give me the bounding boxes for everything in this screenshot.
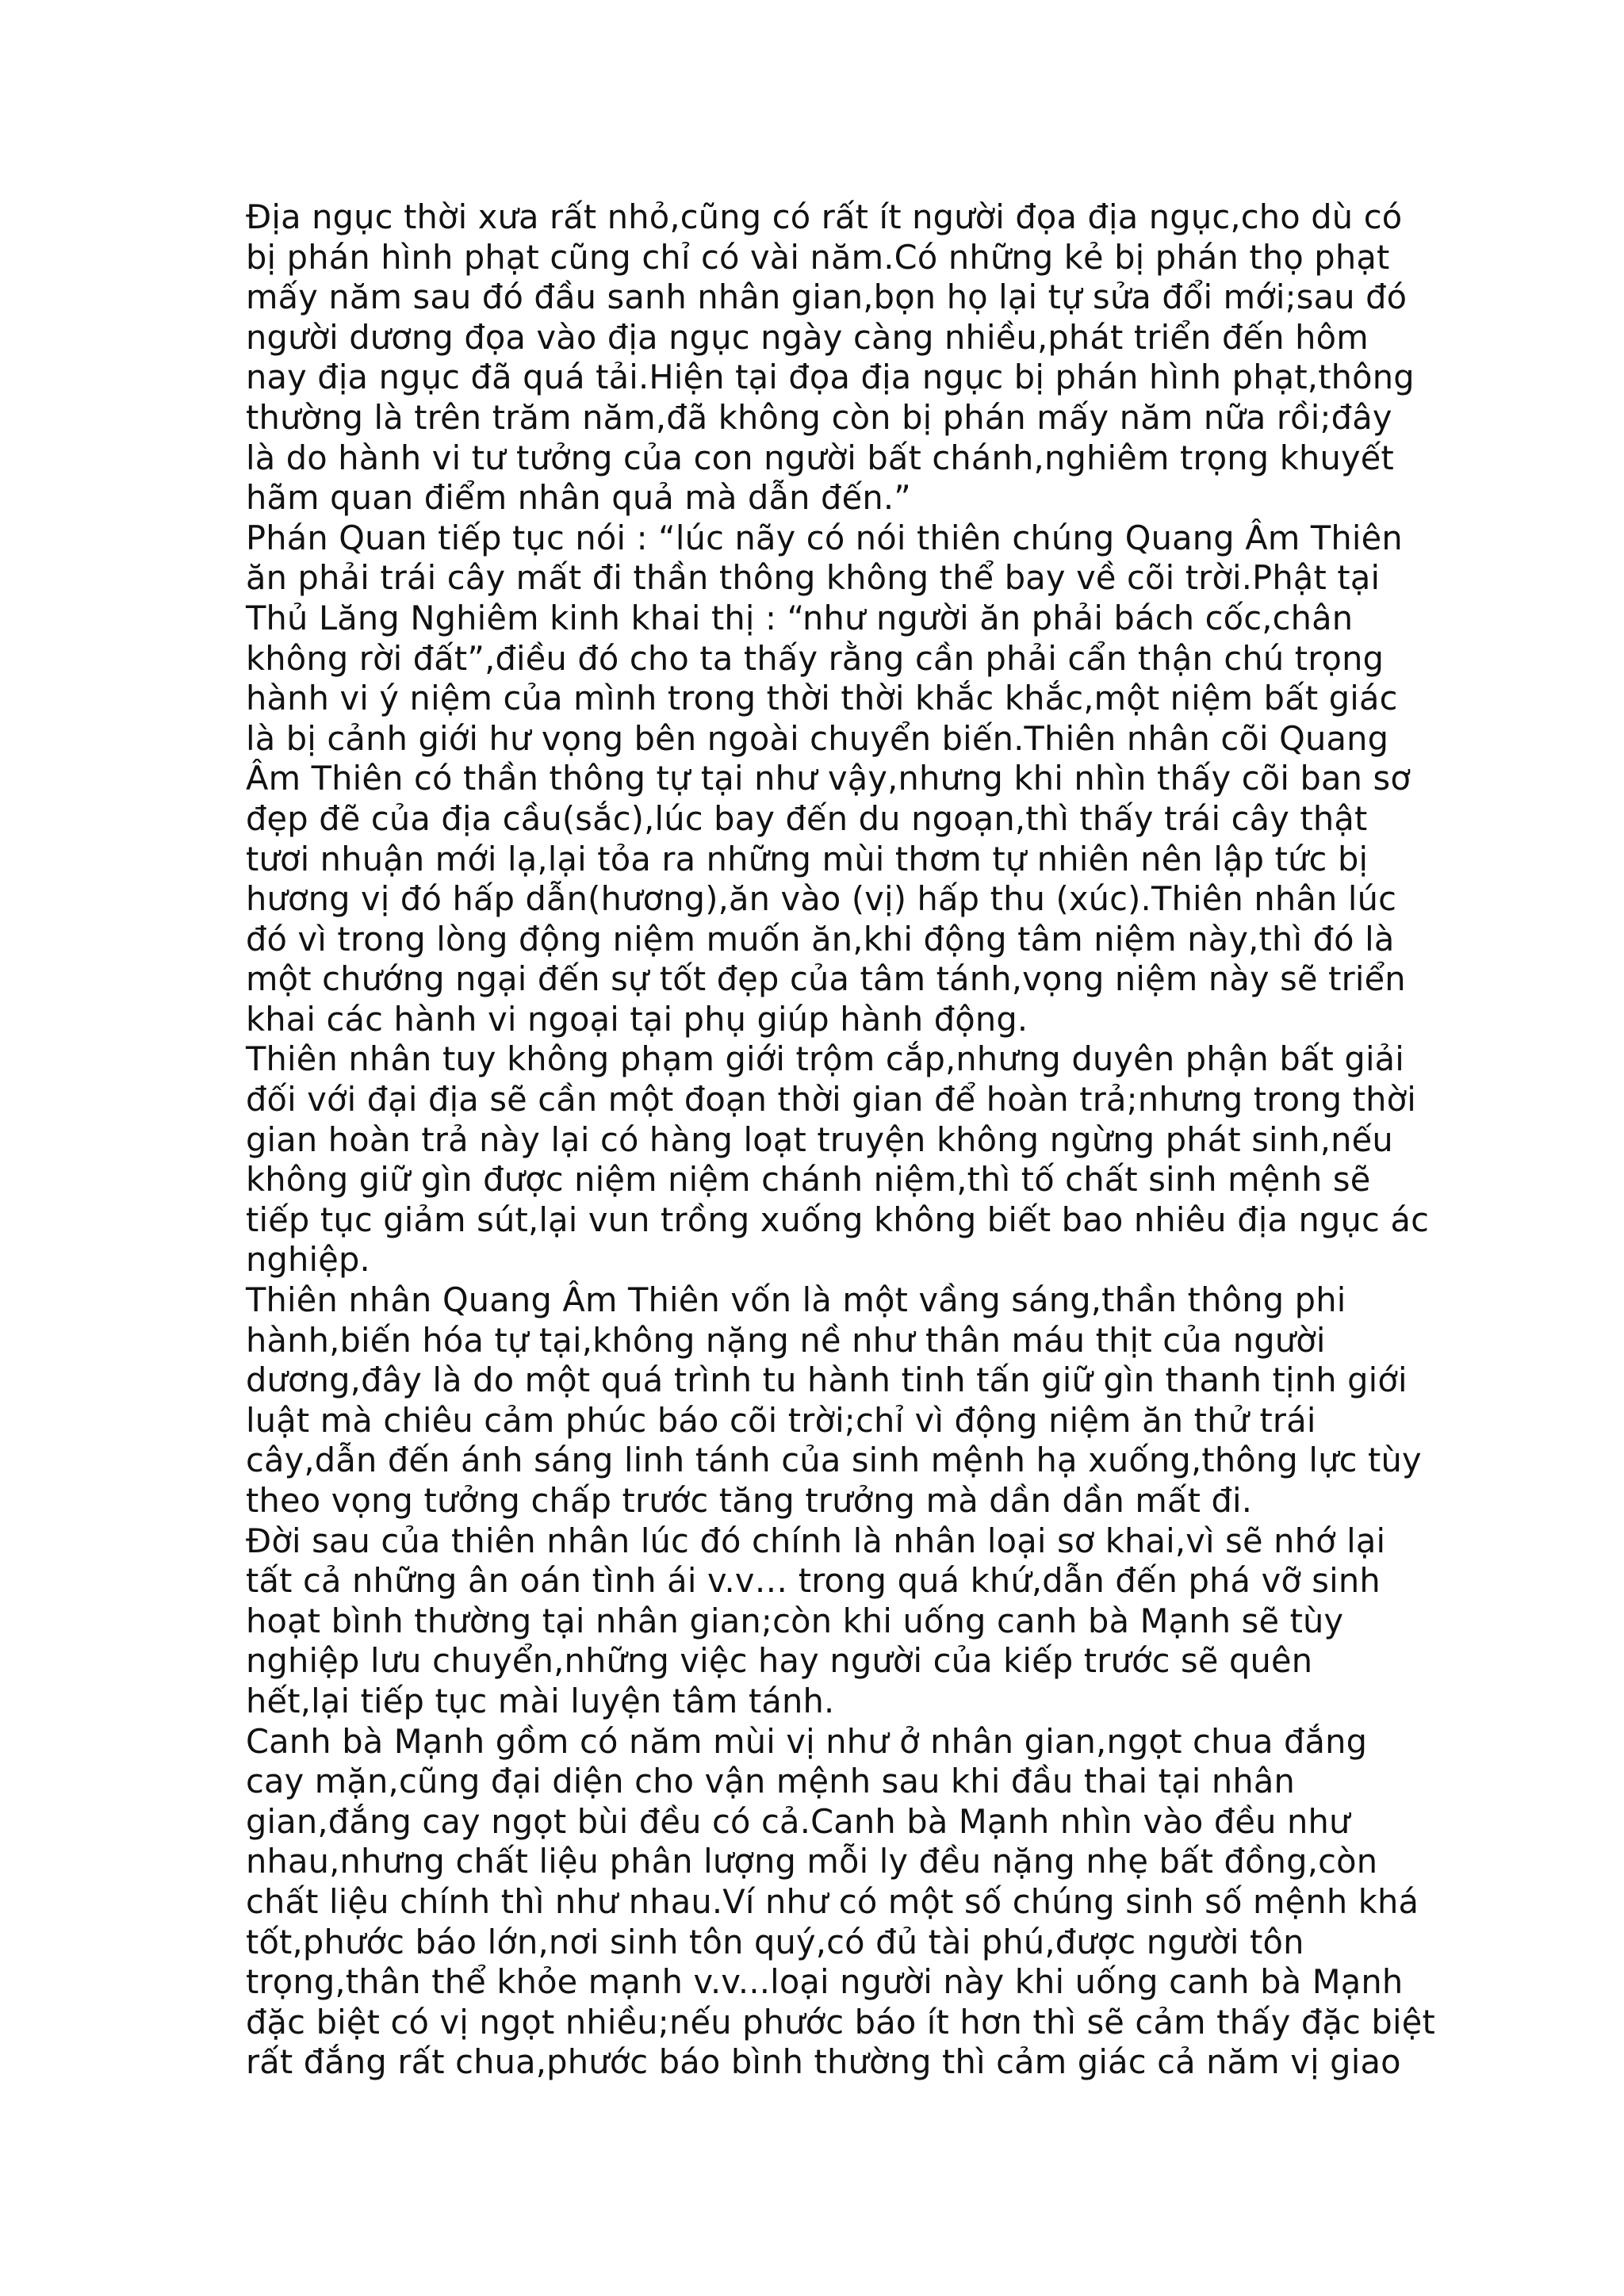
body-text: [246, 197, 1435, 2083]
text-line: Canh bà Mạnh gồm có năm mùi vị như ở nhân gian,ngọt chua đắng: [246, 1721, 1368, 1761]
text-line: gian hoàn trả này lại có hàng loạt truyện không ngừng phát sinh,nếu: [246, 1119, 1393, 1159]
text-line: không giữ gìn được niệm niệm chánh niệm,thì tố chất sinh mệnh sẽ: [246, 1160, 1371, 1200]
text-line: hương vị đó hấp dẫn(hương),ăn vào (vị) hấp thu (xúc).Thiên nhân lúc: [246, 879, 1397, 919]
text-line: nhau,nhưng chất liệu phân lượng mỗi ly đều nặng nhẹ bất đồng,còn: [246, 1842, 1378, 1881]
text-line: hãm quan điểm nhân quả mà dẫn đến.”: [246, 478, 911, 518]
text-line: mấy năm sau đó đầu sanh nhân gian,bọn họ lại tự sửa đổi mới;sau đó: [246, 277, 1408, 317]
text-line: khai các hành vi ngoại tại phụ giúp hành động.: [246, 999, 1028, 1039]
text-line: đó vì trong lòng động niệm muốn ăn,khi động tâm niệm này,thì đó là: [246, 919, 1395, 959]
text-line: là bị cảnh giới hư vọng bên ngoài chuyển biến.Thiên nhân cõi Quang: [246, 718, 1389, 758]
text-line: bị phán hình phạt cũng chỉ có vài năm.Có những kẻ bị phán thọ phạt: [246, 237, 1390, 277]
text-line: nay địa ngục đã quá tải.Hiện tại đọa địa ngục bị phán hình phạt,thông: [246, 358, 1415, 397]
text-line: người dương đọa vào địa ngục ngày càng nhiều,phát triển đến hôm: [246, 317, 1369, 357]
text-line: là do hành vi tư tưởng của con người bất chánh,nghiêm trọng khuyết: [246, 438, 1394, 477]
text-line: Thủ Lăng Nghiêm kinh khai thị : “như người ăn phải bách cốc,chân: [246, 598, 1354, 637]
text-line: trọng,thân thể khỏe mạnh v.v...loại người này khi uống canh bà Mạnh: [246, 1962, 1404, 2002]
text-line: hoạt bình thường tại nhân gian;còn khi uống canh bà Mạnh sẽ tùy: [246, 1601, 1344, 1640]
text-line: đặc biệt có vị ngọt nhiều;nếu phước báo ít hơn thì sẽ cảm thấy đặc biệt: [246, 2002, 1435, 2042]
text-line: thường là trên trăm năm,đã không còn bị phán mấy năm nữa rồi;đây: [246, 397, 1392, 437]
text-line: nghiệp lưu chuyển,những việc hay người của kiếp trước sẽ quên: [246, 1641, 1313, 1681]
text-line: đẹp đẽ của địa cầu(sắc),lúc bay đến du ngoạn,thì thấy trái cây thật: [246, 798, 1368, 838]
text-line: Âm Thiên có thần thông tự tại như vậy,nhưng khi nhìn thấy cõi ban sơ: [246, 759, 1411, 798]
text-line: Thiên nhân tuy không phạm giới trộm cắp,nhưng duyên phận bất giải: [246, 1039, 1405, 1079]
text-line: cay mặn,cũng đại diện cho vận mệnh sau khi đầu thai tại nhân: [246, 1762, 1295, 1801]
text-line: Phán Quan tiếp tục nói : “lúc nãy có nói thiên chúng Quang Âm Thiên: [246, 518, 1403, 557]
text-line: nghiệp.: [246, 1240, 370, 1280]
text-line: hết,lại tiếp tục mài luyện tâm tánh.: [246, 1681, 835, 1720]
text-line: hành vi ý niệm của mình trong thời thời khắc khắc,một niệm bất giác: [246, 679, 1398, 718]
text-line: Đời sau của thiên nhân lúc đó chính là nhân loại sơ khai,vì sẽ nhớ lại: [246, 1521, 1386, 1560]
text-line: hành,biến hóa tự tại,không nặng nề như thân máu thịt của người: [246, 1320, 1326, 1360]
text-line: không rời đất”,điều đó cho ta thấy rằng cần phải cẩn thận chú trọng: [246, 638, 1385, 678]
text-line: cây,dẫn đến ánh sáng linh tánh của sinh mệnh hạ xuống,thông lực tùy: [246, 1441, 1422, 1480]
text-line: tốt,phước báo lớn,nơi sinh tôn quý,có đủ tài phú,được người tôn: [246, 1922, 1304, 1961]
text-line: Địa ngục thời xưa rất nhỏ,cũng có rất ít người đọa địa ngục,cho dù có: [246, 197, 1403, 236]
text-line: dương,đây là do một quá trình tu hành tinh tấn giữ gìn thanh tịnh giới: [246, 1360, 1408, 1400]
text-line: đối với đại địa sẽ cần một đoạn thời gian để hoàn trả;nhưng trong thời: [246, 1080, 1416, 1119]
text-line: rất đắng rất chua,phước báo bình thường thì cảm giác cả năm vị giao: [246, 2042, 1401, 2082]
text-line: theo vọng tưởng chấp trước tăng trưởng mà dần dần mất đi.: [246, 1481, 1253, 1520]
text-line: ăn phải trái cây mất đi thần thông không thể bay về cõi trời.Phật tại: [246, 558, 1381, 598]
text-line: luật mà chiêu cảm phúc báo cõi trời;chỉ vì động niệm ăn thử trái: [246, 1400, 1316, 1440]
text-line: tươi nhuận mới lạ,lại tỏa ra những mùi thơm tự nhiên nên lập tức bị: [246, 839, 1369, 878]
text-line: chất liệu chính thì như nhau.Ví như có một số chúng sinh số mệnh khá: [246, 1881, 1419, 1921]
text-line: tất cả những ân oán tình ái v.v… trong quá khứ,dẫn đến phá vỡ sinh: [246, 1561, 1381, 1601]
text-line: Thiên nhân Quang Âm Thiên vốn là một vầng sáng,thần thông phi: [246, 1280, 1346, 1320]
text-line: một chướng ngại đến sự tốt đẹp của tâm tánh,vọng niệm này sẽ triển: [246, 959, 1406, 999]
text-line: gian,đắng cay ngọt bùi đều có cả.Canh bà Mạnh nhìn vào đều như: [246, 1801, 1350, 1841]
text-line: tiếp tục giảm sút,lại vun trồng xuống không biết bao nhiêu địa ngục ác: [246, 1200, 1430, 1239]
